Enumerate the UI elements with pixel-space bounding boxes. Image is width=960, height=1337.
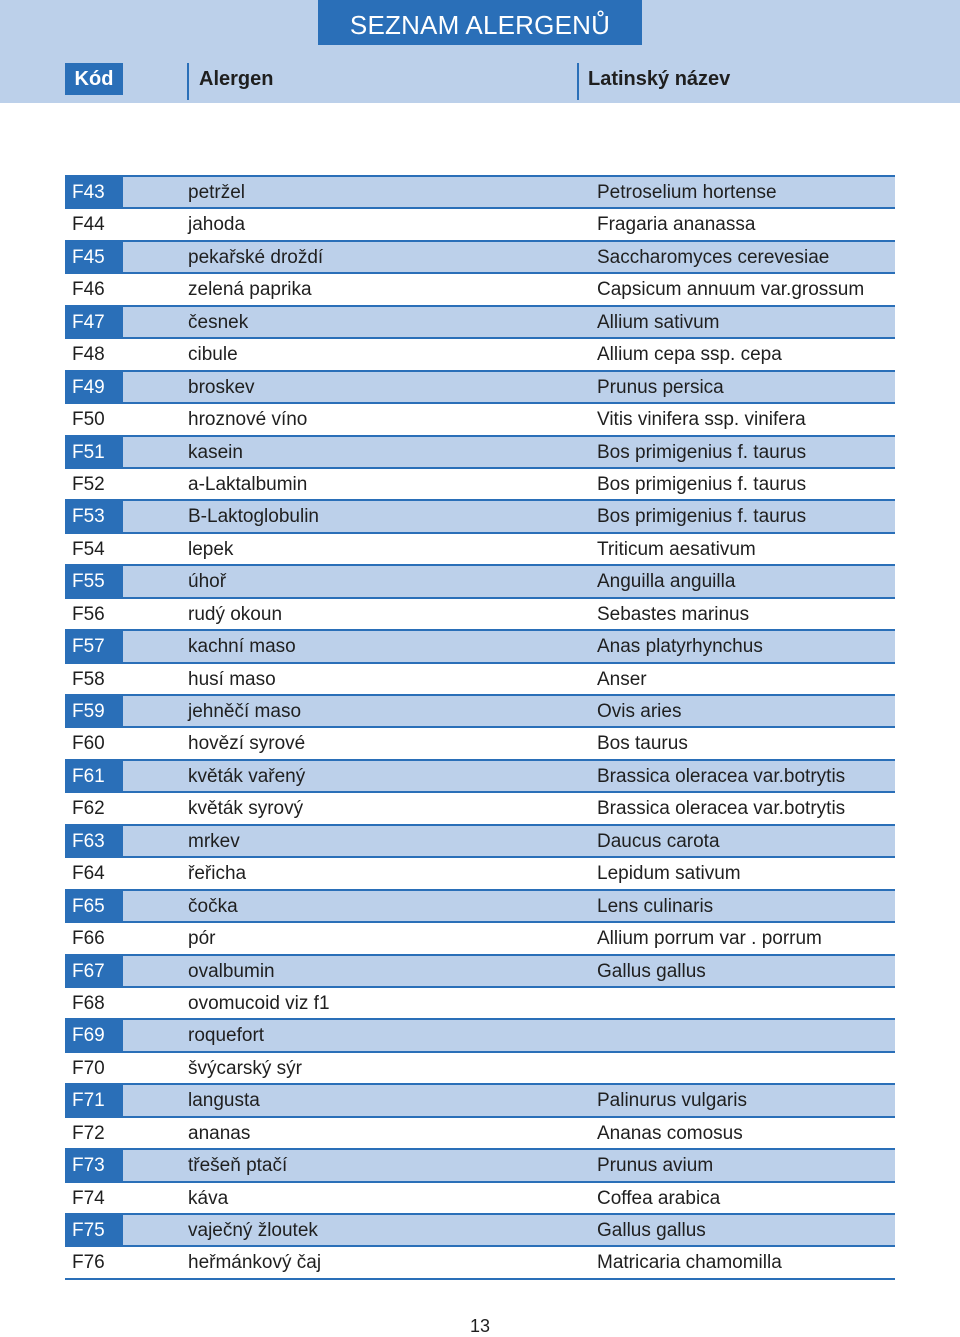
latin-name: Ovis aries bbox=[597, 701, 682, 722]
latin-name: Anas platyrhynchus bbox=[597, 636, 763, 658]
allergen-name: káva bbox=[188, 1187, 229, 1209]
latin-name: Bos taurus bbox=[597, 733, 688, 755]
latin-name: Petroselium hortense bbox=[597, 182, 777, 203]
allergen-code: F73 bbox=[65, 1150, 123, 1180]
table-row bbox=[65, 469, 895, 501]
allergen-name: česnek bbox=[188, 311, 249, 333]
allergen-code: F43 bbox=[65, 177, 123, 207]
allergen-code: F64 bbox=[72, 863, 105, 885]
latin-name: Matricaria chamomilla bbox=[597, 1252, 782, 1274]
table-row bbox=[65, 988, 895, 1020]
allergen-name: úhoř bbox=[188, 571, 227, 593]
table-row bbox=[65, 566, 895, 598]
allergen-name: cibule bbox=[188, 344, 238, 366]
allergen-code: F44 bbox=[72, 214, 105, 236]
latin-name: Saccharomyces cerevesiae bbox=[597, 246, 830, 268]
allergen-code: F46 bbox=[72, 279, 105, 301]
table-row bbox=[65, 1118, 895, 1150]
allergen-name: jehněčí maso bbox=[188, 701, 302, 722]
latin-name: Daucus carota bbox=[597, 830, 720, 852]
allergen-name: vaječný žloutek bbox=[188, 1220, 318, 1241]
allergen-name: husí maso bbox=[188, 668, 276, 690]
table-row bbox=[65, 793, 895, 825]
allergen-name: a-Laktalbumin bbox=[188, 473, 308, 495]
allergen-name: řeřicha bbox=[188, 863, 247, 885]
latin-name: Lens culinaris bbox=[597, 895, 714, 917]
column-divider bbox=[187, 63, 189, 100]
allergen-code: F48 bbox=[72, 344, 105, 366]
allergen-code: F74 bbox=[72, 1187, 105, 1209]
latin-name: Brassica oleracea var.botrytis bbox=[597, 798, 846, 820]
allergen-code: F57 bbox=[65, 631, 123, 661]
latin-name: Coffea arabica bbox=[597, 1187, 721, 1209]
column-header-code: Kód bbox=[65, 63, 123, 95]
table-row bbox=[65, 242, 895, 274]
table-row bbox=[65, 956, 895, 988]
page-title: SEZNAM ALERGENŮ bbox=[318, 0, 642, 45]
table-row bbox=[65, 1215, 895, 1247]
allergen-code: F61 bbox=[65, 761, 123, 791]
latin-name: Gallus gallus bbox=[597, 960, 706, 982]
table-row bbox=[65, 372, 895, 404]
table-row bbox=[65, 1247, 895, 1279]
table-row bbox=[65, 761, 895, 793]
allergen-code: F69 bbox=[65, 1020, 123, 1050]
latin-name: Sebastes marinus bbox=[597, 603, 750, 625]
allergen-code: F54 bbox=[72, 538, 105, 560]
latin-name: Anguilla anguilla bbox=[597, 571, 736, 593]
latin-name: Anser bbox=[597, 668, 647, 690]
allergen-name: langusta bbox=[188, 1090, 260, 1112]
table-row bbox=[65, 501, 895, 533]
allergen-code: F70 bbox=[72, 1057, 105, 1079]
latin-name: Palinurus vulgaris bbox=[597, 1090, 747, 1112]
table-row bbox=[65, 728, 895, 760]
table-row bbox=[65, 437, 895, 469]
table-row bbox=[65, 1053, 895, 1085]
table-row bbox=[65, 1150, 895, 1182]
table-row bbox=[65, 1183, 895, 1215]
allergen-name: lepek bbox=[188, 538, 234, 560]
allergen-name: petržel bbox=[188, 182, 246, 203]
table-row bbox=[65, 339, 895, 371]
allergen-code: F55 bbox=[65, 566, 123, 596]
allergen-code: F68 bbox=[72, 992, 105, 1014]
latin-name: Bos primigenius f. taurus bbox=[597, 473, 807, 495]
allergen-code: F60 bbox=[72, 733, 105, 755]
allergen-code: F49 bbox=[65, 372, 123, 402]
table-row bbox=[65, 1020, 895, 1052]
allergen-code: F65 bbox=[65, 891, 123, 921]
allergen-name: rudý okoun bbox=[188, 603, 283, 625]
latin-name: Allium sativum bbox=[597, 311, 720, 333]
table-row bbox=[65, 1085, 895, 1117]
allergen-name: pekařské droždí bbox=[188, 246, 324, 268]
latin-name: Gallus gallus bbox=[597, 1220, 706, 1241]
allergen-name: květák syrový bbox=[188, 798, 304, 820]
allergen-name: broskev bbox=[188, 376, 255, 398]
allergen-code: F75 bbox=[65, 1215, 123, 1245]
allergen-name: B-Laktoglobulin bbox=[188, 506, 319, 528]
allergen-code: F53 bbox=[65, 501, 123, 531]
allergen-name: ovalbumin bbox=[188, 960, 275, 982]
table-row bbox=[65, 923, 895, 955]
allergen-name: třešeň ptačí bbox=[188, 1155, 288, 1177]
table-row bbox=[65, 274, 895, 306]
allergen-code: F52 bbox=[72, 473, 105, 495]
latin-name: Allium porrum var . porrum bbox=[597, 928, 822, 950]
allergen-code: F47 bbox=[65, 307, 123, 337]
latin-name: Allium cepa ssp. cepa bbox=[597, 344, 782, 366]
latin-name: Vitis vinifera ssp. vinifera bbox=[597, 409, 806, 431]
table-row bbox=[65, 664, 895, 696]
allergen-name: kachní maso bbox=[188, 636, 296, 658]
allergen-name: kasein bbox=[188, 441, 243, 463]
allergen-name: zelená paprika bbox=[188, 279, 312, 301]
latin-name: Prunus persica bbox=[597, 376, 724, 398]
table-row bbox=[65, 891, 895, 923]
latin-name: Capsicum annuum var.grossum bbox=[597, 279, 865, 301]
table-row bbox=[65, 209, 895, 241]
allergen-name: květák vařený bbox=[188, 765, 306, 787]
allergen-name: ovomucoid viz f1 bbox=[188, 992, 330, 1014]
latin-name: Triticum aesativum bbox=[597, 538, 756, 560]
latin-name: Prunus avium bbox=[597, 1155, 714, 1177]
allergen-code: F72 bbox=[72, 1122, 105, 1144]
table-row bbox=[65, 631, 895, 663]
allergen-code: F56 bbox=[72, 603, 105, 625]
allergen-code: F62 bbox=[72, 798, 105, 820]
allergen-code: F67 bbox=[65, 956, 123, 986]
allergen-code: F50 bbox=[72, 409, 105, 431]
latin-name: Bos primigenius f. taurus bbox=[597, 441, 807, 463]
allergen-name: mrkev bbox=[188, 830, 240, 852]
table-row bbox=[65, 534, 895, 566]
latin-name: Ananas comosus bbox=[597, 1122, 743, 1144]
latin-name: Bos primigenius f. taurus bbox=[597, 506, 807, 528]
page-number: 13 bbox=[469, 1316, 491, 1336]
allergen-code: F66 bbox=[72, 928, 105, 950]
column-header-allergen: Alergen bbox=[199, 68, 274, 90]
column-header-latin: Latinský název bbox=[588, 68, 731, 90]
allergen-name: jahoda bbox=[188, 214, 246, 236]
allergen-code: F45 bbox=[65, 242, 123, 272]
column-divider bbox=[577, 63, 579, 100]
table-row bbox=[65, 599, 895, 631]
allergen-code: F71 bbox=[65, 1085, 123, 1115]
allergen-name: hroznové víno bbox=[188, 409, 308, 431]
latin-name: Lepidum sativum bbox=[597, 863, 741, 885]
table-row bbox=[65, 307, 895, 339]
allergen-name: ananas bbox=[188, 1122, 251, 1144]
latin-name: Fragaria ananassa bbox=[597, 214, 756, 236]
allergen-code: F59 bbox=[65, 696, 123, 726]
table-row bbox=[65, 858, 895, 890]
table-row bbox=[65, 177, 895, 209]
allergen-code: F76 bbox=[72, 1252, 105, 1274]
latin-name: Brassica oleracea var.botrytis bbox=[597, 765, 846, 787]
allergen-table bbox=[65, 175, 895, 1280]
allergen-code: F51 bbox=[65, 437, 123, 467]
allergen-name: roquefort bbox=[188, 1025, 265, 1047]
table-row bbox=[65, 696, 895, 728]
allergen-name: švýcarský sýr bbox=[188, 1057, 302, 1079]
allergen-name: hovězí syrové bbox=[188, 733, 306, 755]
table-row bbox=[65, 826, 895, 858]
allergen-name: pór bbox=[188, 928, 216, 950]
allergen-code: F63 bbox=[65, 826, 123, 856]
allergen-name: heřmánkový čaj bbox=[188, 1252, 322, 1274]
allergen-name: čočka bbox=[188, 895, 238, 917]
table-row bbox=[65, 404, 895, 436]
allergen-code: F58 bbox=[72, 668, 105, 690]
